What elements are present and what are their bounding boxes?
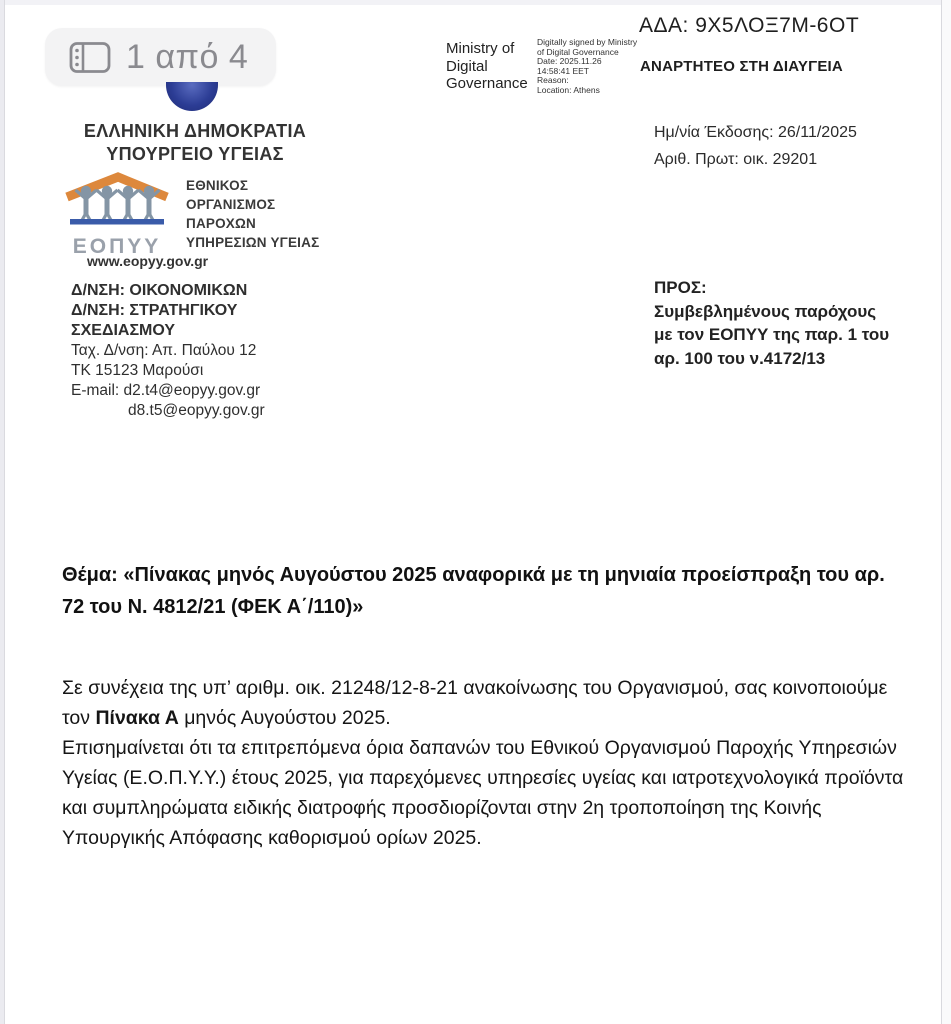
letterhead-state-block: [50, 120, 340, 166]
eopyy-logo: [63, 169, 171, 259]
body-p1-text-after: μηνός Αυγούστου 2025.: [178, 707, 391, 729]
recipient-block: [654, 276, 889, 370]
ministry-name-gr: ΥΠΟΥΡΓΕΙΟ ΥΓΕΙΑΣ: [106, 144, 284, 164]
issue-date: Ημ/νία Έκδοσης: 26/11/2025: [654, 124, 857, 141]
body-paragraph-2: Επισημαίνεται ότι τα επιτρεπόμενα όρια δαπανών του Εθνικού Οργανισμού Παροχής Υπηρεσιών Υγείας (Ε.Ο.Π.Υ.Υ.) έτους 2025, για παρεχόμενες υπηρεσίες υγείας και ιατροτεχνολογικά προϊόντα και συμπληρώματα ειδικής διατροφής προσδιορίζονται στην 2η τροποποίηση της Κοινής Υπουργικής Απόφασης καθορισμού ορίων 2025.: [62, 737, 904, 849]
org-name-line: ΕΘΝΙΚΟΣ: [186, 178, 249, 193]
protocol-number: Αριθ. Πρωτ: οικ. 29201: [654, 151, 818, 168]
org-name-line: ΥΠΗΡΕΣΙΩΝ ΥΓΕΙΑΣ: [186, 235, 320, 250]
body-p1-text: Σε συνέχεια της υπ’ αριθμ. οικ. 21248/12-8-21 ανακοίνωσης του Οργανισμού, σας κοινοποιούμε τον: [62, 677, 888, 729]
signer-name-line: Digital: [446, 57, 488, 75]
signer-name-line: Governance: [446, 75, 528, 92]
signer-name-line: Ministry of: [446, 40, 515, 57]
greek-coat-of-arms-emblem: [166, 82, 218, 111]
sender-email-1: E-mail: d2.t4@eopyy.gov.gr: [71, 382, 261, 399]
diavgeia-posting-notice: ΑΝΑΡΤΗΤΕΟ ΣΤΗ ΔΙΑΥΓΕΙΑ: [640, 58, 843, 75]
signature-detail-line: 14:58:41 EET: [537, 65, 589, 76]
signature-detail-line: of Digital Governance: [537, 46, 619, 57]
sender-address-block: [71, 281, 265, 421]
recipient-line: Συμβεβλημένους παρόχους: [654, 301, 877, 321]
sender-email-2: d8.t5@eopyy.gov.gr: [128, 402, 265, 419]
ada-code: ΑΔΑ: 9Χ5ΛΟΞ7Μ-6ΟΤ: [639, 14, 860, 37]
org-name-line: ΠΑΡΟΧΩΝ: [186, 216, 256, 231]
digital-signature-signer-name: [446, 40, 528, 93]
sender-department-2b: ΣΧΕΔΙΑΣΜΟΥ: [71, 322, 176, 339]
signature-detail-line: Reason:: [537, 75, 569, 86]
page-thumbnails-icon: [69, 41, 111, 74]
body-paragraph-1: [62, 673, 907, 733]
viewer-left-edge: [0, 0, 5, 1024]
sender-department-1: Δ/ΝΣΗ: ΟΙΚΟΝΟΜΙΚΩΝ: [71, 282, 248, 299]
recipient-line: με τον ΕΟΠΥΥ της παρ. 1 του: [654, 325, 890, 344]
viewer-right-edge: [941, 0, 951, 1024]
recipient-label: ΠΡΟΣ:: [654, 278, 707, 297]
state-name: ΕΛΛΗΝΙΚΗ ΔΗΜΟΚΡΑΤΙΑ: [83, 121, 307, 141]
page-indicator-badge[interactable]: [45, 28, 276, 86]
org-name-line: ΟΡΓΑΝΙΣΜΟΣ: [186, 197, 276, 212]
organization-name-block: [186, 176, 319, 252]
letter-body: [62, 673, 907, 853]
website-url: www.eopyy.gov.gr: [87, 253, 209, 269]
recipient-line: αρ. 100 του ν.4172/13: [654, 348, 826, 368]
signature-detail-line: Digitally signed by Ministry: [537, 37, 638, 47]
digital-signature-details: [537, 38, 637, 96]
body-p1-bold: Πίνακα Α: [95, 707, 179, 729]
page-indicator-label: 1 από 4: [126, 37, 249, 76]
eopyy-logo-acronym: ΕΟΠΥΥ: [72, 235, 162, 258]
subject-line: Θέμα: «Πίνακας μηνός Αυγούστου 2025 αναφορικά με τη μηνιαία προείσπραξη του αρ. 72 του Ν. 4812/21 (ΦΕΚ Α΄/110)»: [62, 564, 885, 618]
eopyy-logo-icon: [63, 169, 171, 234]
signature-detail-line: Location: Athens: [537, 84, 600, 95]
sender-department-2: Δ/ΝΣΗ: ΣΤΡΑΤΗΓΙΚΟΥ: [71, 302, 238, 319]
sender-street-address: Ταχ. Δ/νση: Απ. Παύλου 12: [71, 342, 257, 359]
signature-detail-line: Date: 2025.11.26: [537, 56, 602, 67]
sender-postal-code: ΤΚ 15123 Μαρούσι: [71, 362, 204, 379]
viewer-top-edge: [0, 0, 951, 5]
